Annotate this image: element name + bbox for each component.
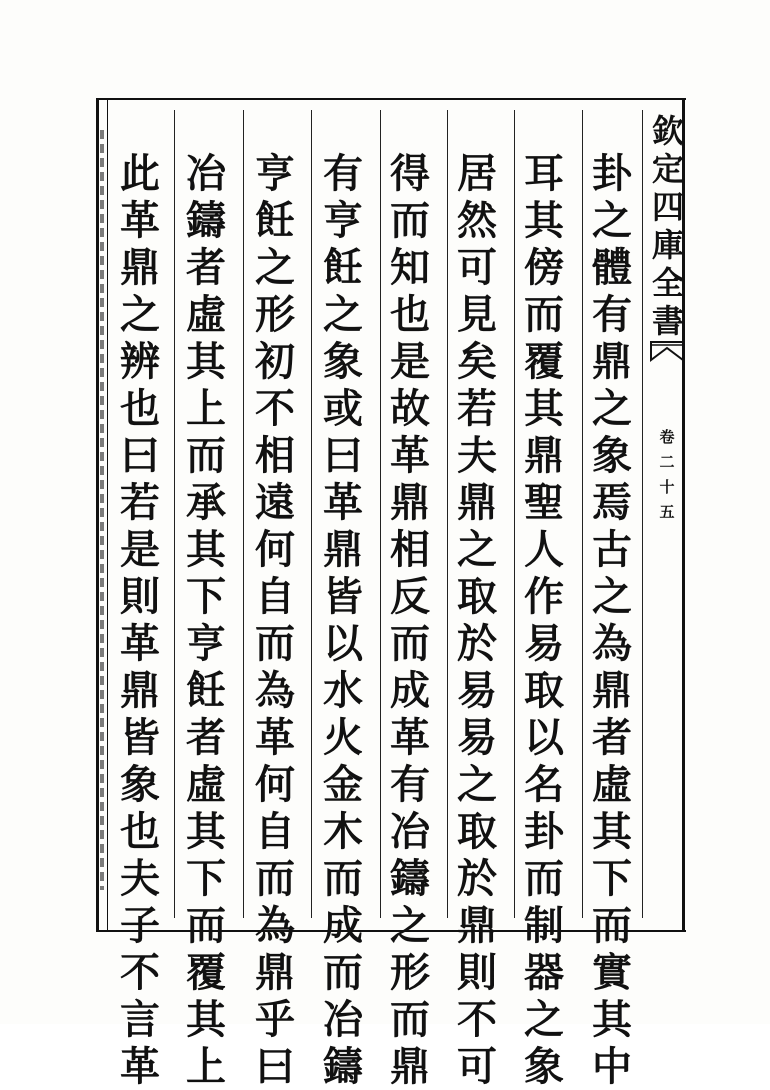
character: 作	[524, 573, 564, 620]
character: 是	[390, 338, 430, 385]
character: 乎	[255, 996, 295, 1043]
character: 不	[457, 996, 497, 1043]
character: 於	[457, 620, 497, 667]
character: 全	[651, 264, 684, 302]
character: 者	[186, 714, 226, 761]
character: 亨	[323, 197, 363, 244]
character: 虛	[186, 291, 226, 338]
character: 冶	[323, 996, 363, 1043]
character: 有	[592, 291, 632, 338]
character: 飪	[255, 197, 295, 244]
character: 而	[592, 902, 632, 949]
character: 何	[255, 761, 295, 808]
column-rule	[243, 110, 244, 918]
character: 子	[120, 902, 160, 949]
character: 也	[120, 385, 160, 432]
character: 然	[457, 197, 497, 244]
character: 下	[186, 855, 226, 902]
character: 夫	[120, 855, 160, 902]
character: 下	[186, 573, 226, 620]
character: 制	[524, 902, 564, 949]
character: 易	[457, 667, 497, 714]
character: 以	[323, 620, 363, 667]
character: 器	[524, 949, 564, 996]
gutter-title	[648, 112, 688, 340]
gutter-juan	[652, 425, 682, 525]
character: 鑄	[186, 197, 226, 244]
character: 鼎	[457, 902, 497, 949]
character: 矣	[457, 338, 497, 385]
character: 實	[592, 949, 632, 996]
character: 金	[323, 761, 363, 808]
character: 其	[524, 385, 564, 432]
character: 其	[592, 808, 632, 855]
text-column-4	[380, 150, 440, 1090]
character: 其	[186, 808, 226, 855]
column-rule	[174, 110, 175, 918]
character: 中	[592, 1043, 632, 1090]
text-column-7	[176, 150, 236, 1090]
character: 何	[255, 526, 295, 573]
character: 皆	[323, 573, 363, 620]
character: 庫	[651, 226, 684, 264]
character: 曰	[120, 432, 160, 479]
character: 覆	[186, 949, 226, 996]
character: 易	[457, 714, 497, 761]
character: 亨	[255, 150, 295, 197]
character: 不	[120, 949, 160, 996]
character: 初	[255, 338, 295, 385]
character: 鼎	[524, 432, 564, 479]
character: 則	[457, 949, 497, 996]
character: 而	[524, 291, 564, 338]
fishtail-mark	[650, 340, 684, 362]
character: 水	[323, 667, 363, 714]
character: 焉	[592, 479, 632, 526]
character: 不	[255, 385, 295, 432]
character: 下	[592, 855, 632, 902]
character: 而	[186, 432, 226, 479]
character: 者	[592, 714, 632, 761]
character: 上	[186, 385, 226, 432]
character: 之	[323, 291, 363, 338]
character: 鼎	[390, 479, 430, 526]
character: 古	[592, 526, 632, 573]
character: 而	[390, 996, 430, 1043]
text-column-6	[245, 150, 305, 1090]
character: 見	[457, 291, 497, 338]
character: 革	[390, 432, 430, 479]
character: 飪	[323, 244, 363, 291]
character: 上	[186, 1043, 226, 1090]
character: 飪	[186, 667, 226, 714]
character: 而	[186, 902, 226, 949]
character: 以	[524, 714, 564, 761]
character: 或	[323, 385, 363, 432]
character: 五	[659, 503, 675, 521]
character: 自	[255, 573, 295, 620]
character: 革	[323, 479, 363, 526]
character: 名	[524, 761, 564, 808]
character: 象	[524, 1043, 564, 1090]
character: 其	[186, 996, 226, 1043]
character: 亨	[186, 620, 226, 667]
character: 曰	[323, 432, 363, 479]
character: 居	[457, 150, 497, 197]
character: 欽	[651, 112, 684, 150]
character: 取	[457, 573, 497, 620]
character: 革	[255, 714, 295, 761]
character: 而	[323, 949, 363, 996]
character: 夫	[457, 432, 497, 479]
character: 為	[255, 902, 295, 949]
character: 鼎	[255, 949, 295, 996]
character: 鼎	[457, 479, 497, 526]
character: 成	[390, 667, 430, 714]
character: 象	[592, 432, 632, 479]
character: 象	[323, 338, 363, 385]
character: 革	[120, 1043, 160, 1090]
character: 其	[186, 526, 226, 573]
character: 覆	[524, 338, 564, 385]
character: 形	[390, 949, 430, 996]
character: 為	[255, 667, 295, 714]
character: 鼎	[592, 667, 632, 714]
character: 革	[120, 197, 160, 244]
left-border-wear	[100, 130, 104, 890]
character: 革	[390, 714, 430, 761]
character: 而	[255, 620, 295, 667]
character: 卦	[524, 808, 564, 855]
character: 而	[524, 855, 564, 902]
character: 有	[390, 761, 430, 808]
character: 冶	[186, 150, 226, 197]
character: 為	[592, 620, 632, 667]
character: 而	[390, 620, 430, 667]
character: 十	[659, 478, 675, 496]
character: 體	[592, 244, 632, 291]
character: 之	[120, 291, 160, 338]
character: 傍	[524, 244, 564, 291]
character: 相	[255, 432, 295, 479]
character: 之	[592, 573, 632, 620]
character: 得	[390, 150, 430, 197]
character: 鼎	[592, 338, 632, 385]
character: 自	[255, 808, 295, 855]
character: 可	[457, 1043, 497, 1090]
text-column-8	[110, 150, 170, 1090]
character: 之	[592, 197, 632, 244]
character: 卦	[592, 150, 632, 197]
character: 革	[120, 620, 160, 667]
character: 取	[457, 808, 497, 855]
character: 火	[323, 714, 363, 761]
character: 而	[255, 855, 295, 902]
character: 曰	[255, 1043, 295, 1090]
character: 也	[390, 291, 430, 338]
character: 若	[457, 385, 497, 432]
character: 鼎	[323, 526, 363, 573]
character: 虛	[186, 761, 226, 808]
character: 定	[651, 150, 684, 188]
character: 二	[659, 453, 675, 471]
character: 成	[323, 902, 363, 949]
character: 言	[120, 996, 160, 1043]
character: 鑄	[323, 1043, 363, 1090]
character: 形	[255, 291, 295, 338]
character: 承	[186, 479, 226, 526]
character: 而	[390, 197, 430, 244]
character: 可	[457, 244, 497, 291]
character: 四	[651, 188, 684, 226]
character: 人	[524, 526, 564, 573]
character: 之	[390, 902, 430, 949]
character: 易	[524, 620, 564, 667]
character: 之	[457, 526, 497, 573]
text-column-2	[514, 150, 574, 1090]
text-column-3	[447, 150, 507, 1090]
character: 其	[186, 338, 226, 385]
character: 卷	[659, 428, 675, 446]
character: 虛	[592, 761, 632, 808]
character: 而	[323, 855, 363, 902]
character: 故	[390, 385, 430, 432]
column-rule	[311, 110, 312, 918]
character: 木	[323, 808, 363, 855]
character: 則	[120, 573, 160, 620]
character: 耳	[524, 150, 564, 197]
text-column-5	[313, 150, 373, 1090]
character: 相	[390, 526, 430, 573]
character: 有	[323, 150, 363, 197]
character: 此	[120, 150, 160, 197]
character: 象	[120, 761, 160, 808]
character: 之	[457, 761, 497, 808]
character: 鼎	[120, 667, 160, 714]
text-column-1	[582, 150, 642, 1090]
character: 也	[120, 808, 160, 855]
character: 辨	[120, 338, 160, 385]
character: 若	[120, 479, 160, 526]
character: 皆	[120, 714, 160, 761]
character: 之	[524, 996, 564, 1043]
character: 鼎	[120, 244, 160, 291]
character: 取	[524, 667, 564, 714]
character: 聖	[524, 479, 564, 526]
character: 冶	[390, 808, 430, 855]
character: 於	[457, 855, 497, 902]
character: 之	[255, 244, 295, 291]
character: 知	[390, 244, 430, 291]
character: 者	[186, 244, 226, 291]
character: 書	[651, 302, 684, 340]
character: 之	[592, 385, 632, 432]
character: 鑄	[390, 855, 430, 902]
character: 遠	[255, 479, 295, 526]
character: 其	[592, 996, 632, 1043]
character: 是	[120, 526, 160, 573]
character: 反	[390, 573, 430, 620]
character: 鼎	[390, 1043, 430, 1090]
character: 其	[524, 197, 564, 244]
